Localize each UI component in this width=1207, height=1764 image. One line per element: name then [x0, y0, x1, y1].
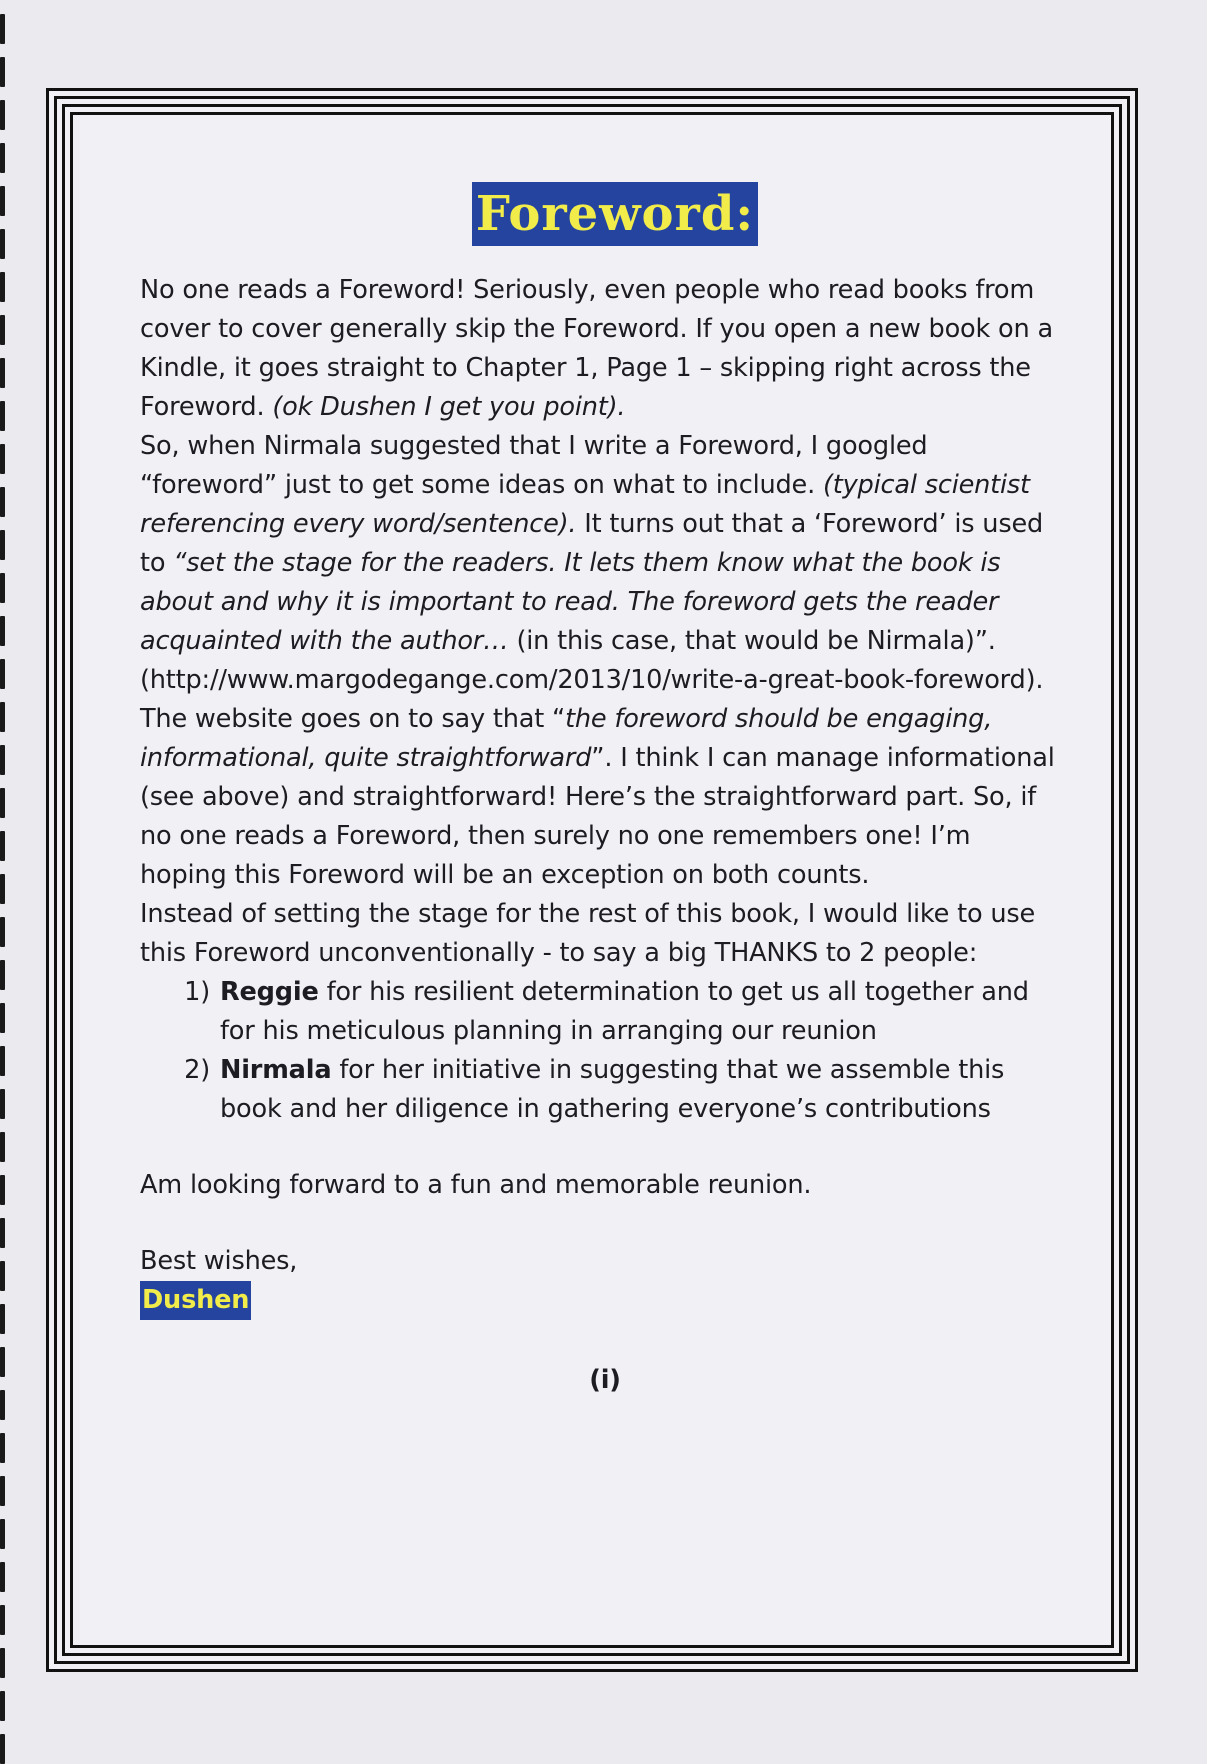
binding-hole [0, 1089, 5, 1119]
binding-hole [0, 1648, 5, 1678]
binding-hole [0, 358, 5, 388]
binding-hole [0, 831, 5, 861]
paragraph-2-text-c: (in this case, that would be Nirmala)”. (http://www.margodegange.com/2013/10/write-a-great-book-foreword). [140, 626, 1044, 695]
list-item [176, 973, 1060, 1051]
paragraph-1-aside: (ok Dushen I get you point). [272, 392, 626, 422]
binding-hole [0, 57, 5, 87]
binding-hole [0, 917, 5, 947]
closing-line: Am looking forward to a fun and memorable reunion. [140, 1170, 812, 1200]
binding-hole [0, 659, 5, 689]
list-item-description: for his resilient determination to get us all together and for his meticulous planning in arranging our reunion [220, 977, 1029, 1046]
list-item [176, 1051, 1060, 1129]
binding-hole [0, 444, 5, 474]
spacer [140, 1205, 1060, 1242]
binding-hole [0, 1261, 5, 1291]
binding-hole [0, 1175, 5, 1205]
list-item-text [220, 1051, 1060, 1129]
signature-line [140, 1281, 1060, 1320]
binding-hole [0, 1605, 5, 1635]
binding-hole [0, 1218, 5, 1248]
binding-hole [0, 1390, 5, 1420]
binding-hole [0, 530, 5, 560]
binding-hole [0, 702, 5, 732]
binding-hole [0, 1433, 5, 1463]
binding-hole [0, 272, 5, 302]
paragraph-3 [140, 700, 1060, 895]
paragraph-3-quote: the foreword should be engaging, informational, quite straightforward [140, 704, 993, 773]
list-item-name: Reggie [220, 977, 319, 1007]
paragraph-2 [140, 427, 1060, 700]
binding-hole [0, 1132, 5, 1162]
binding-hole [0, 1347, 5, 1377]
binding-hole [0, 14, 5, 44]
list-item-number: 1) [184, 977, 210, 1007]
binding-hole [0, 788, 5, 818]
binding-hole [0, 745, 5, 775]
list-item-text [220, 973, 1060, 1051]
binding-hole [0, 229, 5, 259]
spacer [140, 1129, 1060, 1166]
signoff: Best wishes, [140, 1246, 298, 1276]
binding-hole [0, 487, 5, 517]
binding-hole [0, 1476, 5, 1506]
binding-hole [0, 1562, 5, 1592]
binding-hole [0, 315, 5, 345]
binding-hole [0, 100, 5, 130]
paragraph-1 [140, 271, 1060, 427]
paragraph-3-text-b: ”. I think I can manage informational (see above) and straightforward! Here’s the straightforward part. So, if no one reads a Foreword, then surely no one remembers one! I’m hoping this Foreword will be an exception on both counts. [140, 743, 1055, 890]
binding-hole [0, 573, 5, 603]
binding-hole [0, 1304, 5, 1334]
page-number: (i) [589, 1365, 621, 1395]
binding-hole [0, 143, 5, 173]
title-wrap [140, 182, 1060, 246]
binding-hole [0, 960, 5, 990]
binding-hole [0, 401, 5, 431]
paragraph-3-text-a: The website goes on to say that “ [140, 704, 566, 734]
binding-hole [0, 616, 5, 646]
binding-hole [0, 1519, 5, 1549]
binding-hole [0, 1734, 5, 1764]
paragraph-4: Instead of setting the stage for the rest of this book, I would like to use this Foreword unconventionally - to say a big THANKS to 2 people: [140, 899, 1036, 968]
paragraph-1-text: No one reads a Foreword! Seriously, even people who read books from cover to cover generally skip the Foreword. If you open a new book on a Kindle, it goes straight to Chapter 1, Page 1 – skipping right across the Foreword. [140, 275, 1053, 422]
thanks-list [140, 973, 1060, 1129]
foreword-content [140, 182, 1060, 1400]
binding-hole [0, 1691, 5, 1721]
spiral-binding [0, 0, 10, 1744]
signature: Dushen [140, 1281, 251, 1320]
paragraph-2-aside: (typical scientist referencing every word/sentence). [140, 470, 1030, 539]
paragraph-2-quote: “set the stage for the readers. It lets them know what the book is about and why it is important to read. The foreword gets the reader acquainted with the author… [140, 548, 1001, 656]
list-item-name: Nirmala [220, 1055, 332, 1085]
paragraph-2-text-b: It turns out that a ‘Foreword’ is used to [140, 509, 1044, 578]
paragraph-2-text-a: So, when Nirmala suggested that I write a Foreword, I googled “foreword” just to get some ideas on what to include. [140, 431, 928, 500]
binding-hole [0, 1003, 5, 1033]
binding-hole [0, 1046, 5, 1076]
list-item-number: 2) [184, 1055, 210, 1085]
binding-hole [0, 874, 5, 904]
list-item-description: for her initiative in suggesting that we assemble this book and her diligence in gathering everyone’s contributions [220, 1055, 1005, 1124]
page-title: Foreword: [472, 182, 758, 246]
binding-hole [0, 186, 5, 216]
